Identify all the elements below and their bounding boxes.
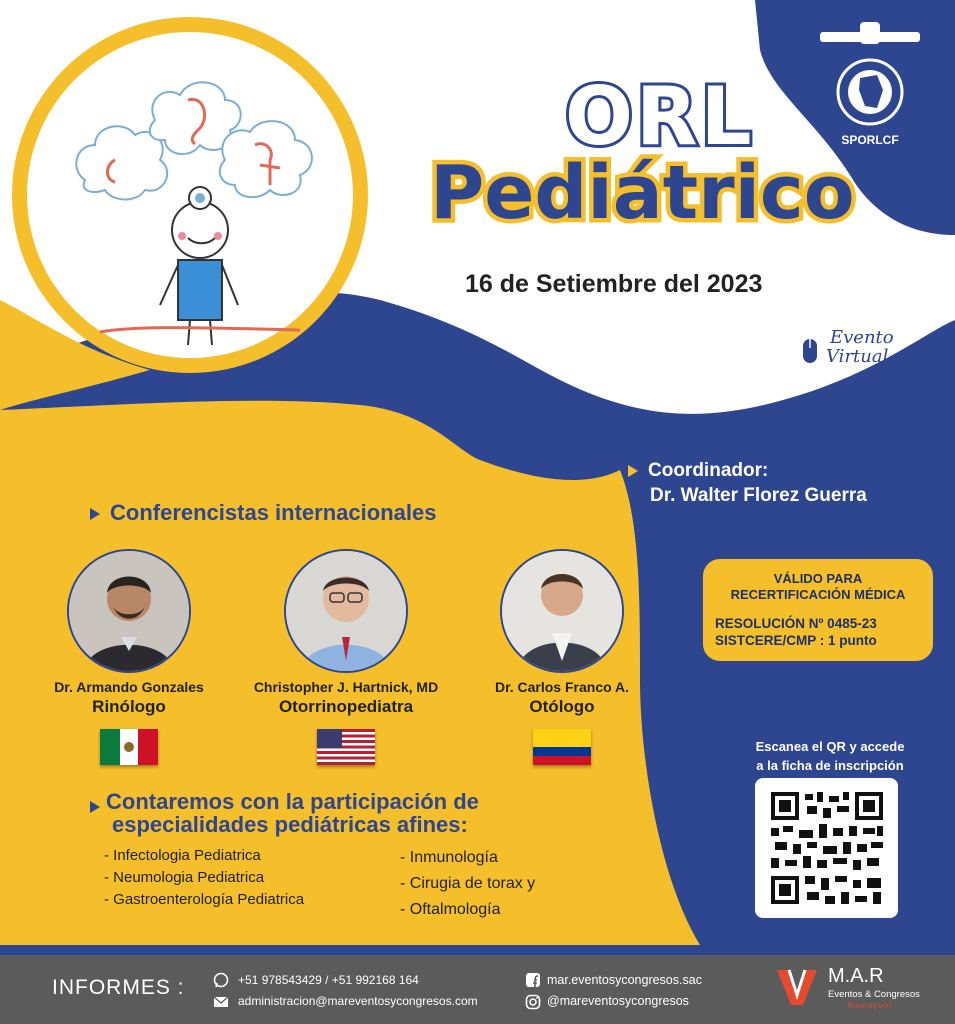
footer	[0, 955, 955, 1024]
specialties-list-left	[104, 845, 304, 911]
list-item: - Neumologia Pediatrica	[104, 869, 265, 886]
speaker-photo	[284, 549, 408, 673]
speakers-heading	[90, 500, 436, 526]
speaker-card	[226, 549, 466, 765]
title-orl: ORL	[565, 70, 755, 163]
validation-points: SISTCERE/CMP : 1 punto	[715, 633, 877, 648]
whatsapp-icon	[213, 972, 229, 988]
speaker-name: Christopher J. Hartnick, MD	[253, 679, 439, 695]
footer-phones[interactable]: +51 978543429 / +51 992168 164	[238, 973, 419, 987]
mar-logo-icon	[775, 965, 830, 1009]
list-item: - Oftalmología	[400, 901, 501, 918]
mexico-flag-icon	[100, 729, 158, 765]
brand-subtitle: Eventos & Congresos	[828, 989, 920, 1000]
speaker-photo	[67, 549, 191, 673]
email-icon	[213, 996, 229, 1008]
society-logo	[815, 20, 925, 150]
list-item: - Gastroenterología Pediatrica	[104, 891, 305, 908]
list-item: - Infectologia Pediatrica	[104, 847, 261, 864]
footer-instagram[interactable]: @mareventosycongresos	[547, 994, 689, 1008]
coordinator-label: Coordinador:	[648, 460, 769, 481]
bullet-triangle-icon	[90, 508, 100, 520]
speaker-photo	[500, 549, 624, 673]
qr-instructions	[740, 737, 920, 775]
usa-flag-icon	[317, 729, 375, 765]
footer-facebook[interactable]: mar.eventosycongresos.sac	[547, 973, 702, 987]
validation-line1: VÁLIDO PARA	[773, 571, 863, 586]
validation-line2: RECERTIFICACIÓN MÉDICA	[730, 587, 906, 602]
participation-heading	[90, 790, 479, 836]
validation-box	[700, 556, 936, 664]
coordinator-name: Dr. Walter Florez Guerra	[650, 485, 867, 506]
event-type-line2: Virtual	[826, 346, 889, 367]
validation-resolution: RESOLUCIÓN Nº 0485-23	[715, 616, 877, 631]
event-type-line1: Evento	[830, 327, 894, 348]
speaker-specialty: Otólogo	[529, 697, 595, 716]
bullet-triangle-icon	[628, 465, 638, 477]
event-type	[826, 327, 894, 367]
society-acronym: SPORLCF	[841, 133, 899, 147]
speaker-card	[442, 549, 682, 765]
title-pediatrico: Pediátrico	[430, 150, 855, 236]
bullet-triangle-icon	[90, 801, 100, 813]
qr-line1: Escanea el QR y accede	[755, 739, 905, 754]
qr-line2: a la ficha de inscripción	[756, 758, 904, 773]
child-ear-nose-throat-illustration	[60, 70, 330, 350]
coordinator	[628, 458, 867, 508]
brand-name: M.A.R	[828, 965, 884, 987]
list-item: - Inmunología	[400, 849, 498, 866]
participation-heading-line2: especialidades pediátricas afines:	[112, 812, 468, 837]
event-date: 16 de Setiembre del 2023	[465, 270, 763, 298]
list-item: - Cirugia de torax y	[400, 875, 536, 892]
facebook-icon	[525, 972, 541, 988]
speaker-specialty: Otorrinopediatra	[278, 697, 414, 716]
speaker-name: Dr. Armando Gonzales	[54, 679, 204, 695]
qr-code-icon	[755, 778, 898, 918]
footer-label: INFORMES :	[52, 976, 185, 999]
colombia-flag-icon	[533, 729, 591, 765]
mouse-icon	[800, 333, 820, 367]
qr-code[interactable]	[755, 778, 898, 918]
instagram-icon	[525, 994, 541, 1010]
brand-subtitle2: Ramayoni	[848, 1001, 893, 1010]
speaker-specialty: Rinólogo	[92, 697, 166, 716]
speaker-name: Dr. Carlos Franco A.	[494, 679, 630, 695]
specialties-list-right	[400, 845, 535, 923]
participation-heading-line1: Contaremos con la participación de	[106, 789, 479, 814]
speakers-heading-text: Conferencistas internacionales	[110, 500, 437, 525]
speaker-card	[9, 549, 249, 765]
footer-email[interactable]: administracion@mareventosycongresos.com	[238, 994, 478, 1008]
